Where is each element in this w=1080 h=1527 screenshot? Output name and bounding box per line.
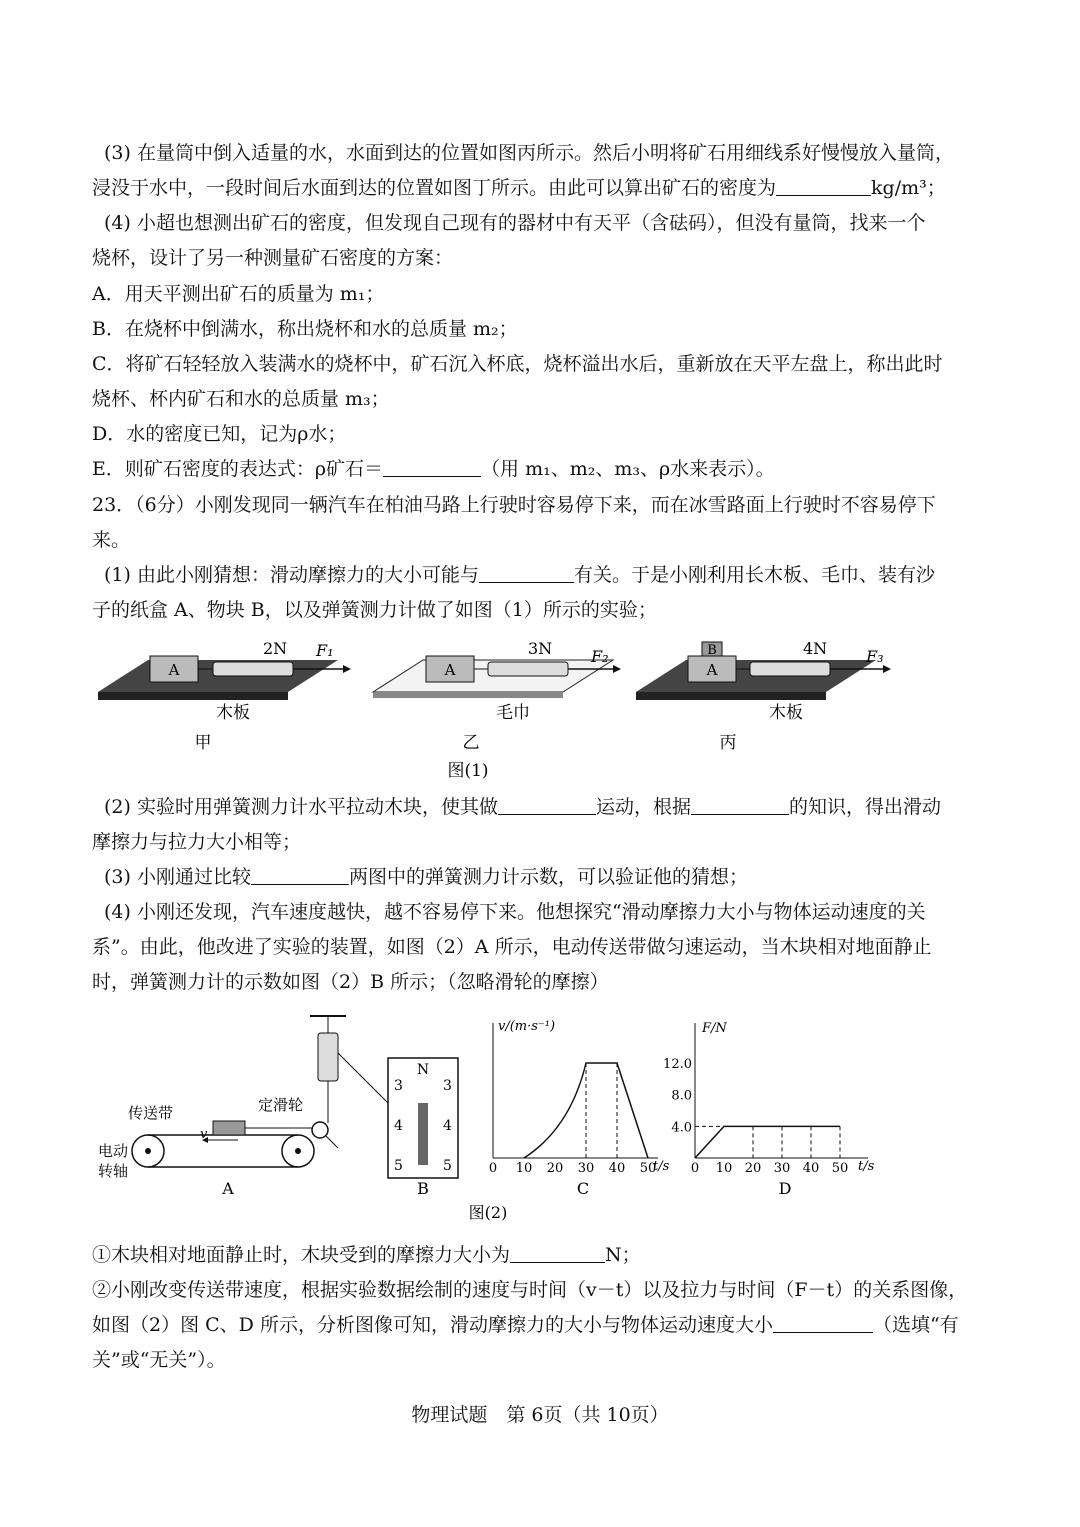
para3-line1: (3) 在量筒中倒入适量的水，水面到达的位置如图丙所示。然后小明将矿石用细线系好慢慢放入量筒， xyxy=(104,142,954,164)
motor-label-1: 电动 xyxy=(98,1142,129,1160)
figure-1 xyxy=(88,630,908,780)
q23-s2-line3: 关”或“无关”）。 xyxy=(92,1349,226,1371)
step-a: A．用天平测出矿石的质量为 m₁； xyxy=(92,283,385,305)
chart-d-xtick-40: 40 xyxy=(802,1161,820,1176)
friction-blank[interactable] xyxy=(510,1244,605,1263)
motor-label-2: 转轴 xyxy=(98,1162,129,1180)
density-blank[interactable] xyxy=(776,177,871,196)
page-footer: 物理试题 第 6页（共 10页） xyxy=(411,1404,669,1426)
label-bing: 丙 xyxy=(719,733,737,753)
chart-c-ylabel: v/(m·s⁻¹) xyxy=(498,1019,556,1034)
belt-label: 传送带 xyxy=(128,1104,174,1122)
force-value-yi: 3N xyxy=(528,639,553,658)
block-a-label-bing: A xyxy=(706,661,718,679)
arrow-head-jia xyxy=(343,665,351,673)
chart-d-xtick-20: 20 xyxy=(744,1161,762,1176)
fig2-a-label: A xyxy=(222,1179,234,1198)
q23-p2 xyxy=(104,794,1000,820)
q23-p3-pre: (3) 小刚通过比较 xyxy=(104,866,251,888)
board-edge-bing xyxy=(636,692,826,700)
fig2-b-dial xyxy=(338,1053,458,1198)
q23-p2-line2: 摩擦力与拉力大小相等； xyxy=(92,831,302,853)
q23-s1-pre: ①木块相对地面静止时，木块受到的摩擦力大小为 xyxy=(92,1244,511,1266)
q23-p2-pre: (2) 实验时用弹簧测力计水平拉动木块，使其做 xyxy=(104,796,498,818)
chart-d-xtick-30: 30 xyxy=(773,1161,791,1176)
force-label-yi: F₂ xyxy=(591,647,609,666)
chart-d-ytick-12.0: 12.0 xyxy=(663,1057,692,1072)
q23-p4-line3: 时，弹簧测力计的示数如图（2）B 所示；（忽略滑轮的摩擦） xyxy=(92,971,609,993)
chart-d-xlabel: t/s xyxy=(858,1159,875,1174)
chart-c-tick-50: 50 xyxy=(639,1161,657,1176)
q23-p3-post: 两图中的弹簧测力计示数，可以验证他的猜想； xyxy=(348,866,748,888)
dial-tick-5-right: 5 xyxy=(443,1158,452,1174)
chart-d-ylabel: F/N xyxy=(702,1021,727,1036)
expression-blank[interactable] xyxy=(383,458,481,477)
chart-d-xtick-0: 0 xyxy=(690,1161,700,1176)
block-a-label-jia: A xyxy=(168,661,180,679)
q23-s2-line1: ②小刚改变传送带速度，根据实验数据绘制的速度与时间（v－t）以及拉力与时间（F－t）的关系图像， xyxy=(92,1279,968,1301)
step-c-line1: C．将矿石轻轻放入装满水的烧杯中，矿石沉入杯底，烧杯溢出水后，重新放在天平左盘上，称出此时 xyxy=(92,353,943,375)
step-e-post: （用 m₁、m₂、m₃、ρ水来表示）。 xyxy=(481,458,775,480)
arrow-head-yi xyxy=(613,665,621,673)
chart-d-xtick-10: 10 xyxy=(715,1161,733,1176)
q23-p4-line2: 系”。由此，他改进了实验的装置，如图（2）A 所示，电动传送带做匀速运动，当木块相对地面静止 xyxy=(92,936,932,958)
spring-scale-jia xyxy=(213,662,293,676)
label-jia: 甲 xyxy=(194,733,212,753)
force-label-bing: F₃ xyxy=(866,647,884,666)
q23-s1-post: N； xyxy=(605,1244,641,1266)
q23-p1-pre: (1) 由此小刚猜想：滑动摩擦力的大小可能与 xyxy=(104,564,479,586)
q23-s2-post: （选填“有 xyxy=(872,1314,959,1336)
knowledge-blank[interactable] xyxy=(691,796,789,815)
q23-s2-pre: 如图（2）图 C、D 所示，分析图像可知，滑动摩擦力的大小与物体运动速度大小 xyxy=(92,1314,773,1336)
q23-p3 xyxy=(104,864,1000,890)
dial-tick-4-left: 4 xyxy=(394,1118,403,1134)
figure-1-caption: 图(1) xyxy=(447,761,489,780)
fixed-pulley xyxy=(312,1122,328,1138)
surface-bing: 木板 xyxy=(769,703,803,723)
para4-line2: 烧杯，设计了另一种测量矿石密度的方案： xyxy=(92,247,454,269)
dial-tick-3-left: 3 xyxy=(394,1078,403,1094)
dial-indicator xyxy=(418,1103,428,1165)
arrow-head-bing xyxy=(883,665,891,673)
velocity-label: v xyxy=(200,1127,208,1142)
density-unit: kg/m³； xyxy=(871,177,946,199)
hanging-spring-scale xyxy=(318,1033,338,1081)
step-c-line2: 烧杯、杯内矿石和水的总质量 m₃； xyxy=(92,388,390,410)
q23-p4-line1: (4) 小刚还发现，汽车速度越快，越不容易停下来。他想探究“滑动摩擦力大小与物体运动速度的关 xyxy=(104,901,926,923)
q23-line1: 23．（6分）小刚发现同一辆汽车在柏油马路上行驶时容易停下来，而在冰雪路面上行驶时不容易停下 xyxy=(92,494,936,516)
para3-line2 xyxy=(92,175,1000,201)
surface-jia: 木板 xyxy=(216,703,250,723)
fig2-a-apparatus xyxy=(98,1016,346,1198)
chart-d-title: D xyxy=(778,1179,792,1198)
fig2-b-label: B xyxy=(417,1179,429,1198)
chart-c-xlabel: t/s xyxy=(653,1159,670,1174)
q23-s2-line2 xyxy=(92,1312,1000,1338)
figure-2-caption: 图(2) xyxy=(468,1203,508,1222)
relation-blank[interactable] xyxy=(773,1314,873,1333)
q23-p1-line2: 子的纸盒 A、物块 B，以及弹簧测力计做了如图（1）所示的实验； xyxy=(92,599,657,621)
para4-line1: (4) 小超也想测出矿石的密度，但发现自己现有的器材中有天平（含砝码），但没有量筒，找来一个 xyxy=(104,212,926,234)
fig1-bing xyxy=(636,639,891,753)
chart-c-tick-40: 40 xyxy=(608,1161,626,1176)
force-value-jia: 2N xyxy=(263,639,288,658)
spring-scale-yi xyxy=(488,662,568,676)
chart-c xyxy=(489,1019,670,1198)
chart-d-series-line xyxy=(695,1126,840,1158)
step-d: D．水的密度已知，记为ρ水； xyxy=(92,423,347,445)
wood-block xyxy=(213,1121,245,1135)
pulley-label: 定滑轮 xyxy=(258,1096,304,1114)
towel-edge-yi xyxy=(373,692,563,698)
figure-2 xyxy=(88,1008,908,1223)
q23-p1 xyxy=(104,562,1000,588)
chart-c-title: C xyxy=(576,1179,590,1198)
fig1-yi xyxy=(373,639,621,753)
chart-c-tick-0: 0 xyxy=(488,1161,498,1176)
q23-p2-post: 的知识，得出滑动 xyxy=(788,796,941,818)
chart-d xyxy=(663,1021,875,1198)
chart-c-tick-20: 20 xyxy=(546,1161,564,1176)
step-e xyxy=(92,456,1000,482)
factor-blank[interactable] xyxy=(479,564,574,583)
chart-c-tick-10: 10 xyxy=(515,1161,533,1176)
force-label-jia: F₁ xyxy=(316,641,334,660)
chart-c-tick-30: 30 xyxy=(577,1161,595,1176)
q23-p1-post: 有关。于是小刚利用长木板、毛巾、装有沙 xyxy=(573,564,935,586)
chart-d-ytick-8.0: 8.0 xyxy=(671,1088,692,1104)
zoom-line xyxy=(338,1053,388,1103)
left-roller-axis xyxy=(145,1148,151,1154)
step-e-pre: E．则矿石密度的表达式：ρ矿石＝ xyxy=(92,458,384,480)
chart-d-ytick-4.0: 4.0 xyxy=(671,1120,692,1136)
board-edge-jia xyxy=(98,692,288,700)
block-a-label-yi: A xyxy=(444,661,456,679)
chart-d-xtick-50: 50 xyxy=(831,1161,849,1176)
force-value-bing: 4N xyxy=(803,639,828,658)
dial-tick-4-right: 4 xyxy=(443,1118,452,1134)
q23-line2: 来。 xyxy=(92,529,131,551)
q23-s1 xyxy=(92,1242,1000,1268)
dial-tick-3-right: 3 xyxy=(443,1078,452,1094)
right-roller-axis xyxy=(295,1148,301,1154)
compare-blank[interactable] xyxy=(251,866,349,885)
block-b-label-bing: B xyxy=(707,643,717,658)
fig1-jia xyxy=(98,639,351,753)
q23-p2-mid: 运动，根据 xyxy=(595,796,691,818)
label-yi: 乙 xyxy=(462,733,480,753)
surface-yi: 毛巾 xyxy=(496,703,530,723)
motion-blank[interactable] xyxy=(498,796,596,815)
para3-text: 浸没于水中，一段时间后水面到达的位置如图丁所示。由此可以算出矿石的密度为 xyxy=(92,177,777,199)
dial-tick-5-left: 5 xyxy=(394,1158,403,1174)
spring-scale-bing xyxy=(750,662,830,676)
step-b: B．在烧杯中倒满水，称出烧杯和水的总质量 m₂； xyxy=(92,318,518,340)
pulley-mount xyxy=(326,1136,338,1148)
dial-unit: N xyxy=(416,1062,430,1078)
